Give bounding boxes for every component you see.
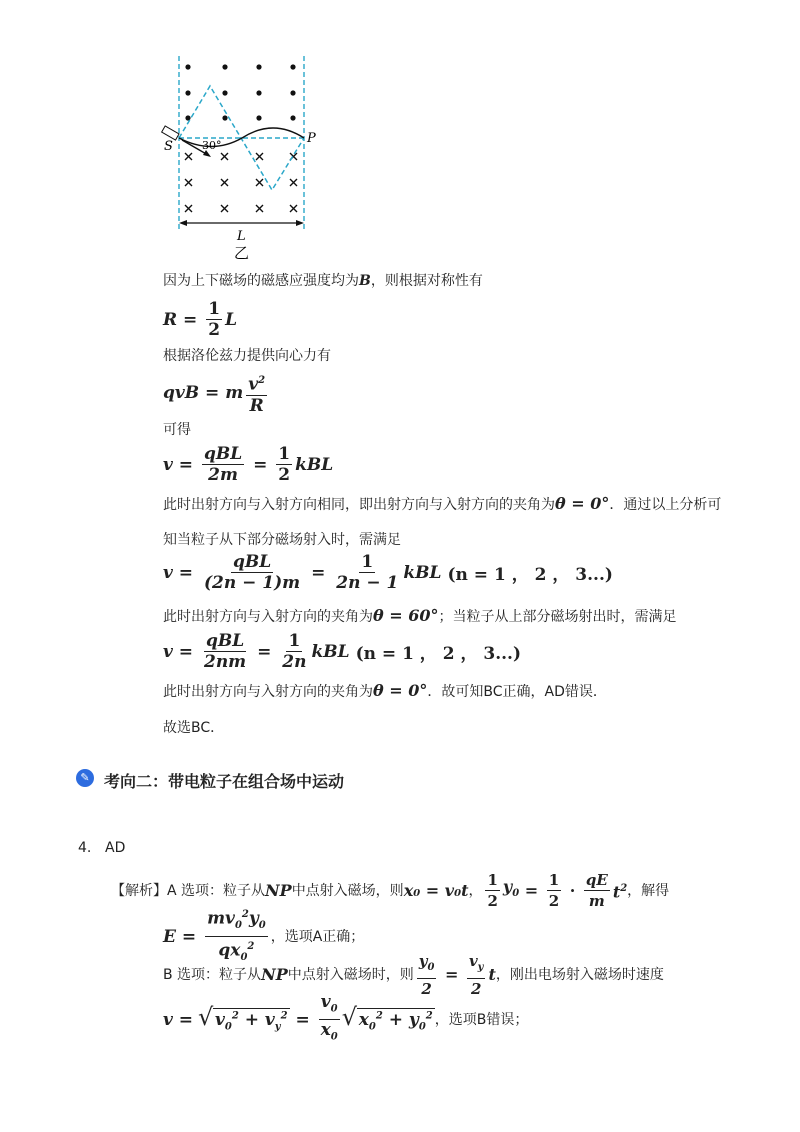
- paragraph: 此时出射方向与入射方向的夹角为θ = 60°；当粒子从上部分磁场射出时，需满足: [163, 606, 677, 625]
- label-P: P: [307, 131, 316, 146]
- text: ，则根据对称性有: [370, 273, 483, 289]
- magnetic-field-figure: [160, 50, 330, 265]
- label-L: L: [237, 229, 246, 244]
- section-title: 考向二：带电粒子在组合场中运动: [104, 772, 345, 791]
- math-symbol: B: [359, 273, 371, 289]
- equation-lorentz: qvB = m $\frac{v^2}{R}$: [163, 372, 270, 415]
- analysis-line-a1: 【解析】 A 选项：粒子从 NP 中点射入磁场，则 x₀ = v₀t ， $\frac{1}{2}$ $y_0$ = $\frac{1}{2}$ · $\frac{qE}{m}$ $t^2$ ，解得: [111, 871, 670, 910]
- math-lhs: R: [163, 309, 178, 330]
- label-angle: 30°: [202, 139, 222, 152]
- paragraph: 根据洛伦兹力提供向心力有: [163, 348, 331, 364]
- paragraph: [163, 271, 483, 291]
- equation-radius: R = $\frac{1}{2}$ L: [163, 299, 238, 340]
- label-S: S: [164, 139, 173, 154]
- question-number: 4.: [78, 840, 92, 856]
- text: 因为上下磁场的磁感应强度均为: [163, 273, 359, 289]
- equation-velocity: v = $\frac{\text{qBL}}{2m}$ = $\frac{1}{2}$ kBL: [163, 444, 334, 485]
- equation-upper-exit: v = $\frac{\text{qBL}}{2nm}$ = $\frac{1}{2n}$ kBL (n = 1 ， 2 ， 3...): [163, 631, 522, 672]
- fraction: $\frac{1}{2}$: [208, 299, 221, 340]
- analysis-line-b2: v = √ $v_0^2 + v_y^2$ = $\frac{v_0}{x_0}$ √ $x_0^2 + y_0^2$ ，选项B错误；: [163, 993, 528, 1047]
- analysis-tag: 【解析】: [111, 882, 167, 899]
- paragraph: 知当粒子从下部分磁场射入时，需满足: [163, 532, 401, 548]
- question-answer: AD: [105, 840, 126, 856]
- paragraph: 故选BC．: [163, 720, 225, 736]
- pencil-circle-icon: ✎: [76, 769, 94, 787]
- paragraph: 可得: [163, 422, 191, 438]
- paragraph: 此时出射方向与入射方向的夹角为θ = 0°．故可知BC正确，AD错误．: [163, 681, 607, 700]
- math-rhs: L: [225, 309, 238, 330]
- figure-caption: 乙: [234, 244, 250, 262]
- analysis-line-b1: B 选项：粒子从 NP 中点射入磁场时，则 $\frac{y_0}{2}$ = $\frac{v_y}{2}$ t ，刚出电场射入磁场时速度: [163, 952, 664, 998]
- paragraph: 此时出射方向与入射方向相同，即出射方向与入射方向的夹角为θ = 0°．通过以上分析可: [163, 494, 722, 513]
- analysis-line-a2: E = $\frac{mv_0^2y_0}{qx_0^2}$ ，选项A正确；: [163, 906, 364, 967]
- equation-lower-entry: v = $\frac{\text{qBL}}{(2n - 1)m}$ = $\frac{1}{2n - 1}$ kBL (n = 1 ， 2 ， 3...): [163, 552, 613, 593]
